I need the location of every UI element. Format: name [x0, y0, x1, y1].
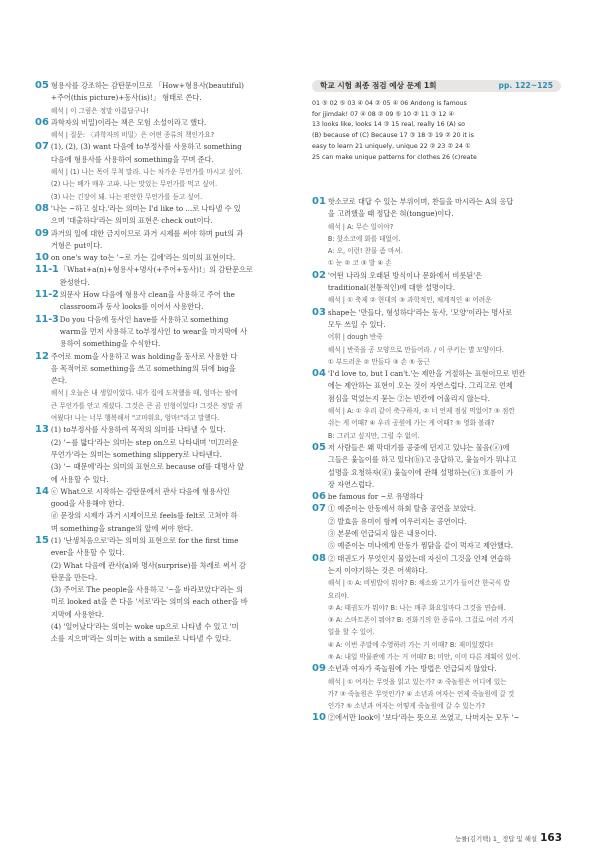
text-line: 지막에 사용한다.: [50, 609, 105, 619]
left-column: [35, 80, 278, 646]
item-number: 14: [35, 485, 49, 497]
explanation-item: [312, 442, 562, 491]
item-number: 05: [35, 80, 49, 91]
text-line: 을 고려했을 때 정답은 혀(tongue)이다.: [327, 209, 454, 219]
translation-note: 큰 무언가를 안고 계셨다. 그것은 큰 곰 인형이었다! 그것은 정말 귀: [50, 401, 243, 410]
text-line: be famous for ~로 유명하다: [327, 492, 424, 502]
text-line: shape는 '만들다, 형성하다'라는 동사, '모양'이라는 명사로: [327, 307, 513, 317]
text-line: (1) to부정사를 사용하여 목적의 의미를 나타낼 수 있다.: [50, 425, 226, 435]
item-number: 04: [312, 368, 326, 380]
text-line: 무언가'라는 의미는 something slippery로 나타낸다.: [50, 449, 222, 459]
translation-note: 해석 | 오늘은 내 생일이었다. 내가 집에 도착했을 때, 엄마는 팔에: [50, 389, 238, 398]
answer-row: 13 looks like, looks 14 ③ 15 real, really 16 (A) so: [312, 121, 465, 129]
item-text: [328, 712, 562, 724]
item-number: 08: [35, 202, 49, 214]
item-text: [60, 314, 278, 351]
text-line: 에 사용할 수 있다.: [50, 474, 109, 484]
text-line: warm을 먼저 사용하고 to부정사인 to wear을 마지막에 사: [59, 326, 248, 336]
text-line: 으며 '대출하다'라는 의미의 표현은 check out이다.: [50, 216, 213, 226]
text-line: (1), (2), (3) want 다음에 to부정사를 사용하고 something: [50, 142, 242, 152]
item-text: [51, 424, 278, 485]
text-line: 미로 looked at을 쓴 다음 '서로'라는 의미의 each other을 바: [50, 597, 248, 607]
text-line: ever을 사용할 수 있다.: [50, 548, 125, 558]
explanation-item: [35, 535, 278, 646]
translation-note: (3) 나는 긴장이 돼. 나는 편안한 무언가를 듣고 싶어.: [50, 192, 203, 201]
text-line: 소를 지으며'라는 의미는 with a smile로 나타낼 수 있다.: [50, 634, 232, 644]
explanation-item: [312, 553, 562, 664]
section-pages: pp. 122~125: [498, 81, 553, 90]
item-text: [60, 289, 278, 314]
item-number: 11-3: [35, 313, 59, 325]
text-line: classroom과 동사 looks를 이어서 사용한다.: [59, 302, 204, 312]
answer-row: easy to learn 21 uniquely, unique 22 ② 23 ② 24 ①: [312, 142, 471, 150]
item-number: 10: [35, 252, 49, 264]
explanation-item: [35, 141, 278, 202]
text-line: ② 발효음 유미이 함께 여우러지는 공연이다.: [327, 516, 467, 526]
text-line: ②에서만 look이 '보다'라는 뜻으로 쓰였고, 나머지는 모두 '~: [327, 713, 520, 723]
explanation-item: [312, 368, 562, 442]
text-line: +주어(this picture)+동사(is)!」 형태로 쓴다.: [50, 93, 202, 103]
answer-row: (B) because of (C) Because 17 ③ 18 ③ 19 ② 20 it is: [312, 132, 474, 140]
text-line: 음 목적어로 something을 쓰고 something의 뒤에 big을: [50, 363, 236, 373]
text-line: 탄문을 만든다.: [50, 572, 98, 582]
text-line: 용하여 something을 수식한다.: [59, 339, 161, 349]
translation-note: ① 눈 ② 코 ③ 발 ④ 손: [327, 259, 392, 268]
text-line: good을 사용해야 한다.: [50, 499, 125, 509]
translation-note: B: 핫소코에 화를 데었어.: [327, 234, 401, 243]
text-line: traditional(전통적인)에 대한 설명이다.: [327, 283, 455, 293]
translation-note: 인가? ⑤ 소년과 여자는 어떻게 죽놀원에 갈 수 있는가?: [327, 702, 485, 711]
explanation-item: [35, 486, 278, 535]
translation-note: 해석 | A: 무슨 일이야?: [327, 222, 394, 231]
translation-note: 일을 할 수 있어.: [327, 628, 375, 637]
item-text: [51, 486, 278, 535]
item-text: [328, 368, 562, 442]
item-number: 02: [312, 269, 326, 281]
text-line: (2) '~를 밟다'라는 의미는 step on으로 나타내며 '미끄러운: [50, 437, 239, 447]
item-text: [60, 264, 278, 289]
item-number: 03: [312, 306, 326, 318]
explanation-item: [35, 252, 278, 264]
item-text: [328, 503, 562, 552]
answer-key: [312, 99, 562, 163]
text-line: (1) '난생처음으로'라는 의미의 표현으로 for the first time: [50, 535, 239, 545]
text-line: ③ 본문에 언급되지 않은 내용이다.: [327, 529, 437, 539]
translation-note: ② A: 태권도가 뭐야? B: 나는 매주 화요일마다 그것을 연습해.: [327, 603, 506, 612]
explanation-item: [35, 289, 278, 314]
text-line: 다음에 형용사를 사용하여 something을 꾸며 준다.: [50, 154, 214, 164]
item-number: 11-2: [35, 289, 59, 301]
item-number: 13: [35, 424, 49, 436]
item-number: 12: [35, 350, 49, 362]
text-line: ⓒ What으로 시작하는 감탄문에서 관사 다음에 형용사인: [50, 486, 230, 496]
item-text: [51, 141, 278, 202]
translation-note: ① 부드러운 ② 만들다 ③ 손 ⑤ 둥근: [327, 357, 430, 366]
item-number: 07: [35, 141, 49, 153]
text-line: ⑤ 예준이는 미나에게 안동가 찜닭을 같이 먹자고 제안했다.: [327, 541, 514, 551]
explanation-item: [312, 491, 562, 503]
footer-text: 능률(김기택) 1_ 정답 및 해설: [454, 835, 538, 843]
translation-note: ⑤ A: 내일 박물관에 가는 거 어때? B: 미안, 이미 다른 계획이 있어.: [327, 652, 521, 661]
item-text: [51, 203, 278, 228]
text-line: ⓓ 문장의 시제가 과거 시제이므로 feels를 felt로 고쳐야 하: [50, 511, 238, 521]
translation-note: 해석 | A: ① 우리 같이 축구하자, ② 너 언제 점심 먹었어? ③ 점깐: [327, 407, 515, 416]
text-line: 장 자연스럽다.: [327, 479, 375, 489]
item-number: 06: [35, 116, 49, 128]
text-line: 과학자의 비밀)이라는 책은 모험 소설이라고 했다.: [50, 117, 207, 127]
section-title: 학교 시험 최종 점검 예상 문제 1회: [320, 81, 437, 90]
explanation-item: [35, 351, 278, 425]
item-number: 15: [35, 534, 49, 546]
text-line: 「What+a(n)+형용사+명사(+주어+동사)!」의 감탄문으로: [59, 265, 253, 275]
explanation-item: [35, 264, 278, 289]
text-line: (2) What 다음에 관사(a)와 명사(surprise)를 차례로 써서 감: [50, 560, 246, 570]
item-text: [51, 252, 278, 264]
translation-note: 해석 | ① 여자는 무엇을 읽고 있는가? ② 죽놀원은 어디에 있는: [327, 677, 507, 686]
right-column: [312, 196, 562, 725]
text-line: 며 something을 strange의 앞에 써야 한다.: [50, 523, 194, 533]
item-text: [328, 491, 562, 503]
translation-note: 해석 | 반죽을 공 모양으로 만들어라. / 이 쿠키는 별 모양이다.: [327, 345, 505, 354]
translation-note: 해석 | 질문: 〈과학자의 비밀〉은 어떤 종류의 책인가요?: [50, 131, 215, 140]
item-number: 10: [312, 712, 326, 724]
item-text: [328, 442, 562, 491]
text-line: ① 예준이는 안동에서 하회 탈춤 공연을 보았다.: [327, 504, 477, 514]
explanation-item: [312, 270, 562, 307]
text-line: 완성한다.: [59, 277, 90, 287]
text-line: 는지 이야기하는 것은 어색하다.: [327, 565, 428, 575]
item-text: [51, 351, 278, 425]
item-number: 01: [312, 196, 326, 207]
item-text: [51, 117, 278, 142]
translation-note: 어휘 | dough 반죽: [327, 333, 383, 342]
explanation-item: [312, 503, 562, 552]
explanation-item: [35, 228, 278, 253]
item-number: 05: [312, 441, 326, 453]
translation-note: ③ A: 스마트폰이 뭐야? B: 전화기의 한 종류야. 그걸로 여러 가지: [327, 616, 514, 625]
text-line: 저 사람들은 왜 막대기를 공중에 던지고 있냐는 물음(ⓐ)에: [327, 442, 510, 452]
translation-note: 해석 | ① 축제 ② 현대의 ③ 과학적인, 체계적인 ④ 어려운: [327, 296, 492, 305]
translation-note: ④ A: 이번 주말에 수영하러 가는 거 어때? B: 재미있겠다!: [327, 640, 494, 649]
section-header: [312, 80, 561, 92]
text-line: '어떤 나라의 오래된 방식이나 문화에서 비롯된'은: [327, 270, 483, 280]
page-number: 163: [540, 832, 562, 844]
item-text: [328, 270, 562, 307]
translation-note: 가? ③ 죽놀원은 무엇인가? ④ 소년과 여자는 언제 죽놀원에 갈 것: [327, 689, 515, 698]
text-line: 주어로 mom을 사용하고 was holding을 동사로 사용한 다: [50, 351, 238, 361]
explanation-item: [312, 663, 562, 712]
item-text: [328, 196, 562, 270]
answer-row: for jjimdak! 07 ④ 08 ② 09 ⑤ 10 ② 11 ③ 12 ④: [312, 110, 455, 118]
text-line: on one's way to는 '~로 가는 길에'라는 의미의 표현이다.: [50, 253, 236, 263]
text-line: 그들은 윷놀이를 하고 있다(ⓑ)고 응답하고, 윷놀이가 뭐냐고: [327, 455, 517, 465]
text-line: ② 태권도가 무엇인지 물었는데 자신이 그것을 언제 연습하: [327, 553, 511, 563]
item-number: 08: [312, 552, 326, 564]
text-line: '나는 ~하고 싶다.'라는 의미는 I'd like to ...로 나타낼 수 있: [50, 203, 241, 213]
item-text: [328, 553, 562, 664]
translation-note: 여웠다! 나는 너무 행복해서 "고마워요, 엄마!"라고 말했다.: [50, 414, 220, 423]
text-line: 거형은 put이다.: [50, 240, 103, 250]
translation-note: A: 오, 이런! 찬물 좀 마셔.: [327, 247, 403, 256]
translation-note: 해석 | ① A: 비빔밥이 뭐야? B: 채소와 고기가 들어간 한국식 밥: [327, 579, 510, 588]
page-footer: [455, 832, 562, 844]
text-line: 모두 쓰일 수 있다.: [327, 319, 386, 329]
text-line: 'I'd love to, but I can't.'는 제안을 거절하는 표현이므로 빈칸: [327, 369, 526, 379]
explanation-item: [35, 203, 278, 228]
text-line: 점심을 먹었는지 묻는 ②는 빈칸에 어울리지 않는다.: [327, 393, 490, 403]
explanation-item: [35, 80, 278, 117]
item-text: [51, 80, 278, 117]
explanation-item: [35, 117, 278, 142]
item-number: 09: [312, 663, 326, 675]
text-line: 설명을 요청하자(ⓓ) 윷놀이에 관해 설명하는(ⓒ) 흐름이 가: [327, 467, 514, 477]
explanation-item: [35, 314, 278, 351]
translation-note: 쉬는 게 어때? ④ 우리 공원에 가는 게 어때? ⑤ 영화 볼래?: [327, 419, 495, 428]
translation-note: 요리야.: [327, 591, 350, 600]
text-line: (3) '~ 때문에'라는 의미의 표현으로 because of를 대명사 앞: [50, 462, 245, 472]
text-line: 과거의 일에 대한 금지이므로 과거 시제를 써야 하며 put의 과: [50, 228, 244, 238]
item-text: [328, 663, 562, 712]
explanation-item: [312, 307, 562, 368]
text-line: 형용사를 강조하는 감탄문이므로 「How+형용사(beautiful): [50, 81, 244, 90]
translation-note: 해석 | 이 그림은 정말 아름답구나!: [50, 106, 150, 115]
answer-row: 01 ⑤ 02 ⑤ 03 ④ 04 ② 05 ④ 06 Andong is famous: [312, 100, 467, 107]
item-number: 09: [35, 227, 49, 239]
item-number: 07: [312, 503, 326, 515]
item-text: [51, 228, 278, 253]
text-line: 의문사 How 다음에 형용사 clean을 사용하고 주어 the: [59, 290, 235, 300]
explanation-item: [312, 712, 562, 724]
translation-note: B: 그러고 싶지만, 그럴 수 없어.: [327, 431, 420, 440]
translation-note: (2) 나는 배가 매우 고파. 나는 맛있는 무언가를 먹고 싶어.: [50, 180, 218, 189]
explanation-item: [312, 196, 562, 270]
answer-row: 25 can make unique patterns for clothes 26 (c)reate: [312, 153, 477, 161]
item-number: 06: [312, 491, 326, 503]
text-line: 쓴다.: [50, 376, 68, 386]
item-text: [328, 307, 562, 368]
text-line: 핫소코로 대답 수 있는 부위이며, 찬들을 마시라는 A의 응답: [327, 197, 514, 206]
text-line: (3) 주어로 The people을 사용하고 '~을 바라보았다'라는 의: [50, 585, 244, 595]
item-number: 11-1: [35, 264, 59, 276]
item-text: [51, 535, 278, 646]
translation-note: 해석 | (1) 나는 목이 무척 말라. 나는 차가운 무언가를 마시고 싶어.: [50, 168, 243, 177]
text-line: (4) '일어났다'라는 의미는 woke up으로 나타낼 수 있고 '미: [50, 622, 239, 632]
text-line: Do you 다음에 동사인 have를 사용하고 something: [59, 314, 229, 324]
text-line: 소년과 여자가 죽놀원에 가는 방법은 언급되지 않았다.: [327, 664, 497, 674]
explanation-item: [35, 424, 278, 485]
text-line: 에는 제안하는 표현이 오는 것이 자연스럽다. 그리고로 언제: [327, 381, 513, 391]
